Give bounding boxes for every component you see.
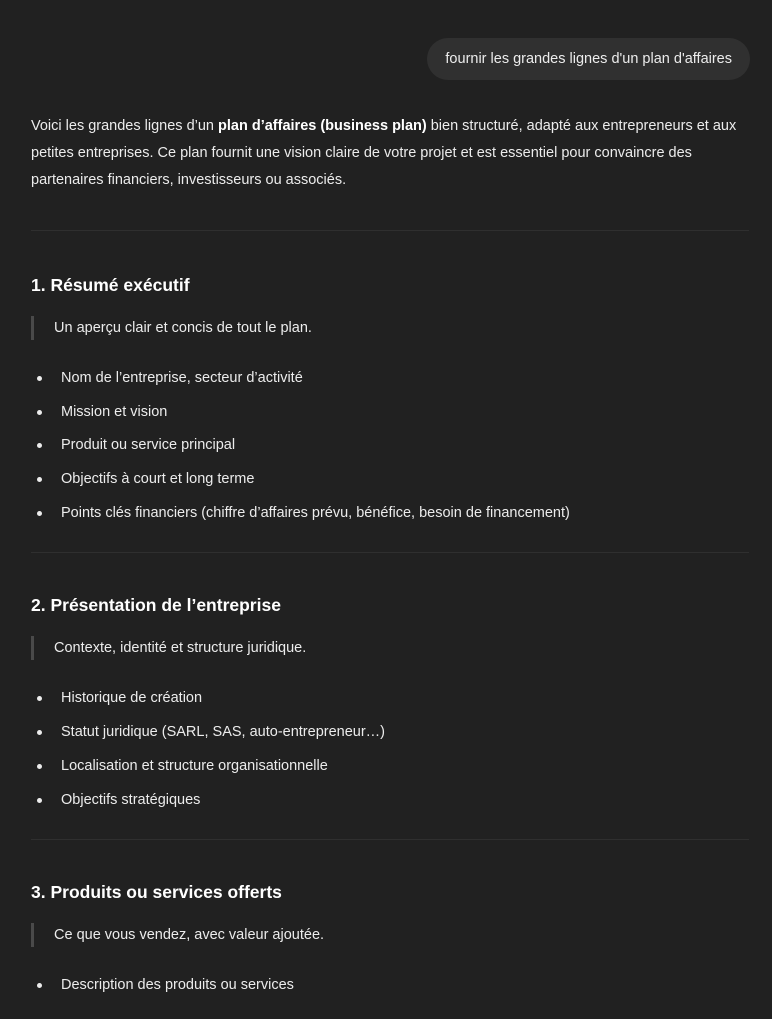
list-item-text: Objectifs à court et long terme bbox=[61, 471, 255, 488]
section-list bbox=[31, 366, 749, 534]
list-item-text: Localisation et structure organisationnelle bbox=[61, 757, 328, 774]
section-3 bbox=[31, 880, 749, 1007]
list-item-text: Historique de création bbox=[61, 690, 203, 707]
user-message-bubble bbox=[427, 38, 750, 80]
section-title: 2. Présentation de l’entreprise bbox=[31, 595, 281, 616]
intro-bold-term: plan d’affaires (business plan) bbox=[218, 118, 427, 134]
list-item-text: Mission et vision bbox=[61, 403, 168, 420]
list-item bbox=[31, 720, 749, 754]
list-item bbox=[31, 433, 749, 467]
bullet-icon bbox=[37, 376, 42, 381]
bullet-icon bbox=[37, 730, 42, 735]
section-quote: Un aperçu clair et concis de tout le plan. bbox=[31, 316, 749, 340]
section-divider bbox=[31, 552, 749, 553]
list-item-text: Nom de l’entreprise, secteur d’activité bbox=[61, 370, 303, 386]
list-item bbox=[31, 366, 749, 400]
section-title: 1. Résumé exécutif bbox=[31, 275, 190, 295]
list-item bbox=[31, 686, 749, 720]
intro-paragraph bbox=[31, 113, 749, 194]
section-quote: Ce que vous vendez, avec valeur ajoutée. bbox=[31, 923, 749, 947]
assistant-response bbox=[31, 113, 749, 1007]
section-divider bbox=[31, 230, 749, 231]
list-item bbox=[31, 467, 749, 501]
bullet-icon bbox=[37, 511, 42, 516]
list-item bbox=[31, 973, 749, 1007]
section-2 bbox=[31, 593, 749, 821]
bullet-icon bbox=[37, 410, 42, 415]
bullet-icon bbox=[37, 798, 42, 803]
section-1 bbox=[31, 273, 749, 534]
user-message-text: fournir les grandes lignes d'un plan d'affaires bbox=[445, 51, 732, 67]
bullet-icon bbox=[37, 477, 42, 482]
bullet-icon bbox=[37, 696, 42, 701]
bullet-icon bbox=[37, 443, 42, 448]
list-item-text: Description des produits ou services bbox=[61, 977, 294, 994]
intro-text-after: bien structuré, adapté aux entrepreneurs et aux petites entreprises. Ce plan fournit une vision claire de votre projet et est essentiel pour convaincre des partenaires financiers, investisseurs ou associés. bbox=[31, 118, 737, 188]
section-title: 3. Produits ou services offerts bbox=[31, 882, 282, 903]
bullet-icon bbox=[37, 983, 42, 988]
section-quote: Contexte, identité et structure juridique. bbox=[31, 636, 749, 660]
list-item bbox=[31, 501, 749, 535]
list-item bbox=[31, 400, 749, 434]
list-item-text: Points clés financiers (chiffre d’affaires prévu, bénéfice, besoin de financement) bbox=[61, 504, 570, 521]
section-divider bbox=[31, 839, 749, 840]
list-item-text: Produit ou service principal bbox=[61, 437, 236, 454]
list-item-text: Statut juridique (SARL, SAS, auto-entrepreneur…) bbox=[61, 724, 385, 741]
intro-text-before: Voici les grandes lignes d’un bbox=[31, 118, 219, 134]
list-item bbox=[31, 788, 749, 822]
bullet-icon bbox=[37, 764, 42, 769]
section-list bbox=[31, 973, 749, 1007]
list-item bbox=[31, 754, 749, 788]
section-list bbox=[31, 686, 749, 821]
list-item-text: Objectifs stratégiques bbox=[61, 791, 201, 808]
